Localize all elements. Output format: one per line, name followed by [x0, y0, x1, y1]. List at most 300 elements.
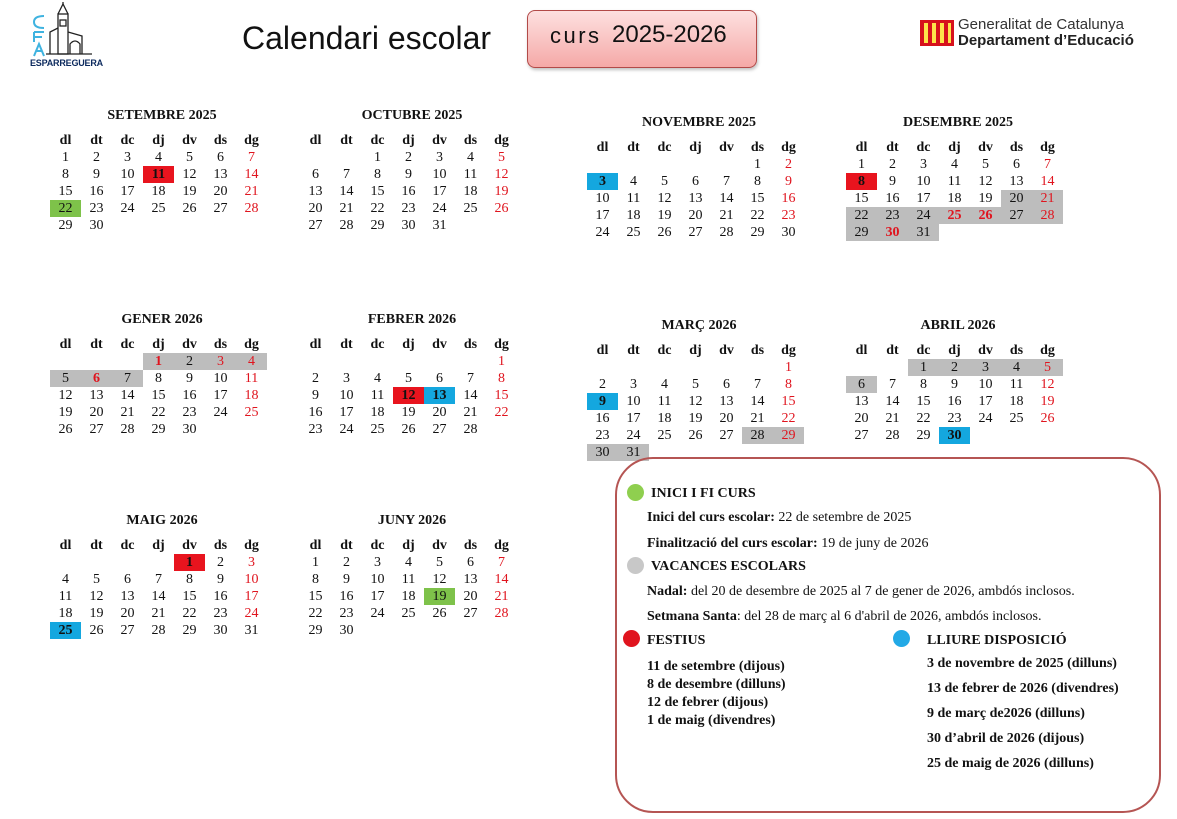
empty-cell [486, 622, 517, 639]
week-row [300, 353, 524, 370]
empty-cell [846, 359, 877, 376]
school-logo-text: ESPARREGUERA [30, 58, 103, 68]
weekday-label: dt [627, 343, 640, 358]
month-title: MAIG 2026 [126, 513, 198, 528]
month-calendar [846, 115, 1070, 241]
day-cell: 9 [312, 388, 319, 403]
week-row [50, 404, 274, 421]
weekday-label: dj [152, 337, 165, 352]
empty-cell [680, 359, 711, 376]
day-cell: 30 [587, 444, 618, 461]
empty-cell [587, 156, 618, 173]
day-cell: 27 [89, 422, 104, 437]
day-cell: 9 [217, 572, 224, 587]
legend-box [615, 457, 1161, 813]
week-row [587, 376, 811, 393]
day-cell: 19 [1040, 394, 1055, 409]
weekday-label: dj [948, 343, 961, 358]
day-cell: 15 [308, 589, 323, 604]
month-calendar [587, 318, 811, 461]
day-cell: 8 [62, 167, 69, 182]
day-cell: 29 [773, 427, 804, 444]
weekday-label: dv [978, 140, 993, 155]
week-row [846, 190, 1070, 207]
day-cell: 4 [661, 377, 668, 392]
weekday-label: dl [59, 538, 72, 553]
weekday-label: dv [432, 538, 447, 553]
weekday-label: dt [90, 538, 103, 553]
empty-cell [424, 622, 455, 639]
weekday-label: dj [689, 140, 702, 155]
empty-cell [205, 217, 236, 234]
day-cell: 8 [312, 572, 319, 587]
day-cell: 24 [626, 428, 641, 443]
day-cell: 22 [916, 411, 931, 426]
weekday-label: dt [886, 140, 899, 155]
weekday-label: ds [463, 133, 478, 148]
day-cell: 27 [463, 606, 478, 621]
day-cell: 3 [920, 157, 927, 172]
month-calendar [50, 312, 274, 438]
week-row [300, 588, 524, 605]
day-cell: 18 [463, 184, 478, 199]
day-cell: 5 [93, 572, 100, 587]
day-cell: 26 [1040, 411, 1055, 426]
day-cell: 16 [213, 589, 228, 604]
day-cell: 10 [595, 191, 610, 206]
day-cell: 12 [688, 394, 703, 409]
day-cell: 17 [978, 394, 993, 409]
day-cell: 5 [498, 150, 505, 165]
week-row [300, 166, 524, 183]
day-cell: 22 [494, 405, 509, 420]
day-cell: 15 [370, 184, 385, 199]
day-cell: 22 [50, 200, 81, 217]
day-cell: 28 [151, 623, 166, 638]
day-cell: 12 [978, 174, 993, 189]
day-cell: 8 [846, 173, 877, 190]
weekday-header [300, 132, 524, 149]
day-cell: 4 [1001, 359, 1032, 376]
weekday-label: dg [244, 337, 259, 352]
day-cell: 30 [877, 224, 908, 241]
day-cell: 5 [436, 555, 443, 570]
day-cell: 3 [124, 150, 131, 165]
day-cell: 5 [661, 174, 668, 189]
day-cell: 25 [1009, 411, 1024, 426]
day-cell: 21 [151, 606, 166, 621]
day-cell: 9 [343, 572, 350, 587]
legend-holidays-heading: FESTIUS [647, 633, 706, 648]
day-cell: 24 [370, 606, 385, 621]
day-cell: 29 [370, 218, 385, 233]
day-cell: 12 [58, 388, 73, 403]
day-cell: 11 [143, 166, 174, 183]
day-cell: 9 [186, 371, 193, 386]
weekday-label: dt [627, 140, 640, 155]
week-row [50, 421, 274, 438]
day-cell: 27 [120, 623, 135, 638]
day-cell: 19 [657, 208, 672, 223]
day-cell: 26 [58, 422, 73, 437]
free-day-item: 3 de novembre de 2025 (dilluns) [927, 656, 1117, 671]
empty-cell [587, 359, 618, 376]
day-cell: 13 [120, 589, 135, 604]
department-name: Departament d’Educació [958, 32, 1134, 49]
day-cell: 3 [248, 555, 255, 570]
week-row [300, 217, 524, 234]
weekday-label: dt [340, 538, 353, 553]
day-cell: 4 [630, 174, 637, 189]
day-cell: 24 [595, 225, 610, 240]
month-calendar [50, 108, 274, 234]
day-cell: 3 [205, 353, 236, 370]
weekday-label: dc [657, 140, 672, 155]
day-cell: 18 [626, 208, 641, 223]
day-cell: 14 [1040, 174, 1055, 189]
weekday-label: dc [370, 337, 385, 352]
day-cell: 15 [916, 394, 931, 409]
legend-course-start [647, 510, 911, 526]
day-cell: 1 [143, 353, 174, 370]
red-dot-icon [623, 630, 640, 647]
week-row [587, 207, 811, 224]
day-cell: 26 [657, 225, 672, 240]
day-cell: 5 [982, 157, 989, 172]
day-cell: 7 [155, 572, 162, 587]
empty-cell [680, 156, 711, 173]
day-cell: 17 [244, 589, 259, 604]
month-title: FEBRER 2026 [367, 312, 457, 327]
course-prefix: curs [550, 23, 602, 48]
month-title: SETEMBRE 2025 [107, 108, 217, 123]
day-cell: 16 [182, 388, 197, 403]
empty-cell [455, 622, 486, 639]
week-row [846, 156, 1070, 173]
weekday-label: ds [463, 538, 478, 553]
weekday-label: dl [309, 133, 322, 148]
day-cell: 12 [657, 191, 672, 206]
weekday-label: dt [90, 337, 103, 352]
weekday-label: dv [978, 343, 993, 358]
day-cell: 9 [889, 174, 896, 189]
empty-cell [331, 353, 362, 370]
weekday-label: dg [244, 538, 259, 553]
day-cell: 6 [692, 174, 699, 189]
empty-cell [486, 217, 517, 234]
day-cell: 8 [754, 174, 761, 189]
free-day-item: 9 de març de2026 (dilluns) [927, 706, 1085, 721]
day-cell: 14 [885, 394, 900, 409]
day-cell: 20 [719, 411, 734, 426]
empty-cell [939, 224, 970, 241]
day-cell: 10 [213, 371, 228, 386]
day-cell: 29 [308, 623, 323, 638]
day-cell: 23 [781, 208, 796, 223]
empty-cell [649, 156, 680, 173]
day-cell: 15 [182, 589, 197, 604]
day-cell: 23 [595, 428, 610, 443]
week-row [846, 359, 1070, 376]
day-cell: 10 [339, 388, 354, 403]
weekday-label: ds [213, 133, 228, 148]
day-cell: 28 [719, 225, 734, 240]
day-cell: 10 [432, 167, 447, 182]
day-cell: 24 [120, 201, 135, 216]
day-cell: 23 [308, 422, 323, 437]
empty-cell [1032, 427, 1063, 444]
day-cell: 24 [432, 201, 447, 216]
day-cell: 18 [401, 589, 416, 604]
day-cell: 20 [308, 201, 323, 216]
day-cell: 20 [213, 184, 228, 199]
month-calendar [300, 513, 524, 639]
day-cell: 21 [750, 411, 765, 426]
day-cell: 13 [308, 184, 323, 199]
day-cell: 20 [120, 606, 135, 621]
day-cell: 28 [1032, 207, 1063, 224]
week-row [587, 427, 811, 444]
day-cell: 21 [719, 208, 734, 223]
day-cell: 1 [858, 157, 865, 172]
weekday-label: dg [494, 133, 509, 148]
day-cell: 28 [742, 427, 773, 444]
day-cell: 4 [374, 371, 381, 386]
day-cell: 24 [213, 405, 228, 420]
day-cell: 30 [939, 427, 970, 444]
day-cell: 6 [467, 555, 474, 570]
day-cell: 19 [58, 405, 73, 420]
day-cell: 8 [186, 572, 193, 587]
day-cell: 25 [50, 622, 81, 639]
day-cell: 21 [1032, 190, 1063, 207]
day-cell: 31 [244, 623, 259, 638]
weekday-label: ds [463, 337, 478, 352]
day-cell: 21 [463, 405, 478, 420]
day-cell: 30 [781, 225, 796, 240]
day-cell: 9 [93, 167, 100, 182]
day-cell: 20 [1001, 190, 1032, 207]
day-cell: 7 [723, 174, 730, 189]
month-calendar [300, 312, 524, 438]
day-cell: 13 [719, 394, 734, 409]
weekday-header [50, 132, 274, 149]
day-cell: 12 [494, 167, 509, 182]
day-cell: 8 [155, 371, 162, 386]
weekday-label: dg [244, 133, 259, 148]
day-cell: 18 [370, 405, 385, 420]
day-cell: 10 [916, 174, 931, 189]
day-cell: 26 [970, 207, 1001, 224]
empty-cell [1001, 224, 1032, 241]
weekday-header [846, 342, 1070, 359]
weekday-label: dv [432, 337, 447, 352]
day-cell: 24 [978, 411, 993, 426]
day-cell: 12 [1040, 377, 1055, 392]
day-cell: 11 [626, 191, 641, 206]
weekday-label: dj [689, 343, 702, 358]
week-row [300, 554, 524, 571]
day-cell: 30 [213, 623, 228, 638]
day-cell: 2 [93, 150, 100, 165]
empty-cell [81, 554, 112, 571]
day-cell: 2 [939, 359, 970, 376]
day-cell: 9 [587, 393, 618, 410]
christmas-value: del 20 de desembre de 2025 al 7 de gener de 2026, ambdós inclosos. [687, 584, 1075, 599]
weekday-label: dl [59, 337, 72, 352]
day-cell: 13 [424, 387, 455, 404]
week-row [50, 588, 274, 605]
day-cell: 10 [244, 572, 259, 587]
course-badge [527, 10, 757, 68]
day-cell: 30 [182, 422, 197, 437]
end-value: 19 de juny de 2026 [817, 536, 929, 551]
holiday-item: 12 de febrer (dijous) [647, 695, 769, 710]
week-row [300, 200, 524, 217]
day-cell: 20 [688, 208, 703, 223]
day-cell: 22 [182, 606, 197, 621]
day-cell: 26 [89, 623, 104, 638]
month-title: ABRIL 2026 [920, 318, 996, 333]
day-cell: 25 [657, 428, 672, 443]
day-cell: 19 [424, 588, 455, 605]
day-cell: 26 [688, 428, 703, 443]
weekday-label: dc [370, 538, 385, 553]
weekday-label: dl [309, 337, 322, 352]
day-cell: 29 [151, 422, 166, 437]
weekday-label: ds [213, 337, 228, 352]
day-cell: 22 [781, 411, 796, 426]
easter-value: : del 28 de març al 6 d'abril de 2026, ambdós inclosos. [736, 609, 1042, 624]
weekday-header [50, 537, 274, 554]
weekday-label: dj [402, 538, 415, 553]
day-cell: 20 [432, 405, 447, 420]
day-cell: 7 [112, 370, 143, 387]
day-cell: 6 [81, 370, 112, 387]
generalitat-name: Generalitat de Catalunya [958, 16, 1124, 33]
weekday-label: dc [120, 538, 135, 553]
week-row [587, 173, 811, 190]
weekday-label: dj [948, 140, 961, 155]
day-cell: 1 [312, 555, 319, 570]
weekday-label: ds [1009, 343, 1024, 358]
day-cell: 13 [463, 572, 478, 587]
month-calendar [300, 108, 524, 234]
weekday-header [587, 139, 811, 156]
day-cell: 3 [343, 371, 350, 386]
empty-cell [455, 217, 486, 234]
weekday-label: dt [340, 337, 353, 352]
day-cell: 3 [436, 150, 443, 165]
empty-cell [143, 554, 174, 571]
day-cell: 18 [244, 388, 259, 403]
empty-cell [300, 353, 331, 370]
empty-cell [174, 217, 205, 234]
day-cell: 7 [498, 555, 505, 570]
weekday-header [300, 537, 524, 554]
empty-cell [1001, 427, 1032, 444]
day-cell: 20 [89, 405, 104, 420]
weekday-label: dl [855, 140, 868, 155]
day-cell: 2 [785, 157, 792, 172]
month-title: OCTUBRE 2025 [361, 108, 463, 123]
day-cell: 18 [1009, 394, 1024, 409]
day-cell: 4 [951, 157, 958, 172]
day-cell: 18 [151, 184, 166, 199]
empty-cell [143, 217, 174, 234]
empty-cell [711, 156, 742, 173]
day-cell: 14 [719, 191, 734, 206]
weekday-label: dl [855, 343, 868, 358]
weekday-label: dg [781, 140, 796, 155]
day-cell: 23 [401, 201, 416, 216]
week-row [300, 605, 524, 622]
month-title: MARÇ 2026 [661, 318, 737, 333]
weekday-header [587, 342, 811, 359]
weekday-label: dv [182, 133, 197, 148]
day-cell: 25 [626, 225, 641, 240]
day-cell: 2 [312, 371, 319, 386]
empty-cell [50, 554, 81, 571]
day-cell: 16 [885, 191, 900, 206]
empty-cell [205, 421, 236, 438]
day-cell: 29 [182, 623, 197, 638]
day-cell: 11 [463, 167, 478, 182]
empty-cell [393, 622, 424, 639]
day-cell: 21 [494, 589, 509, 604]
day-cell: 25 [939, 207, 970, 224]
weekday-label: ds [1009, 140, 1024, 155]
weekday-label: dc [657, 343, 672, 358]
day-cell: 30 [89, 218, 104, 233]
day-cell: 12 [182, 167, 197, 182]
day-cell: 12 [89, 589, 104, 604]
month-title: DESEMBRE 2025 [902, 115, 1014, 130]
day-cell: 10 [120, 167, 135, 182]
day-cell: 26 [432, 606, 447, 621]
day-cell: 21 [885, 411, 900, 426]
day-cell: 19 [978, 191, 993, 206]
day-cell: 17 [432, 184, 447, 199]
weekday-label: dt [90, 133, 103, 148]
day-cell: 1 [754, 157, 761, 172]
day-cell: 14 [244, 167, 259, 182]
day-cell: 6 [124, 572, 131, 587]
empty-cell [970, 427, 1001, 444]
day-cell: 27 [854, 428, 869, 443]
week-row [300, 421, 524, 438]
day-cell: 14 [339, 184, 354, 199]
week-row [50, 353, 274, 370]
page-title: Calendari escolar [242, 20, 492, 56]
empty-cell [1032, 224, 1063, 241]
day-cell: 22 [308, 606, 323, 621]
day-cell: 14 [120, 388, 135, 403]
day-cell: 13 [854, 394, 869, 409]
month-calendar [50, 513, 274, 639]
day-cell: 27 [688, 225, 703, 240]
weekday-label: dj [152, 538, 165, 553]
weekday-label: dl [596, 343, 609, 358]
day-cell: 22 [370, 201, 385, 216]
day-cell: 7 [889, 377, 896, 392]
course-year: 2025-2026 [612, 21, 727, 48]
weekday-label: dg [1040, 140, 1055, 155]
day-cell: 2 [889, 157, 896, 172]
week-row [300, 404, 524, 421]
day-cell: 21 [339, 201, 354, 216]
day-cell: 1 [62, 150, 69, 165]
